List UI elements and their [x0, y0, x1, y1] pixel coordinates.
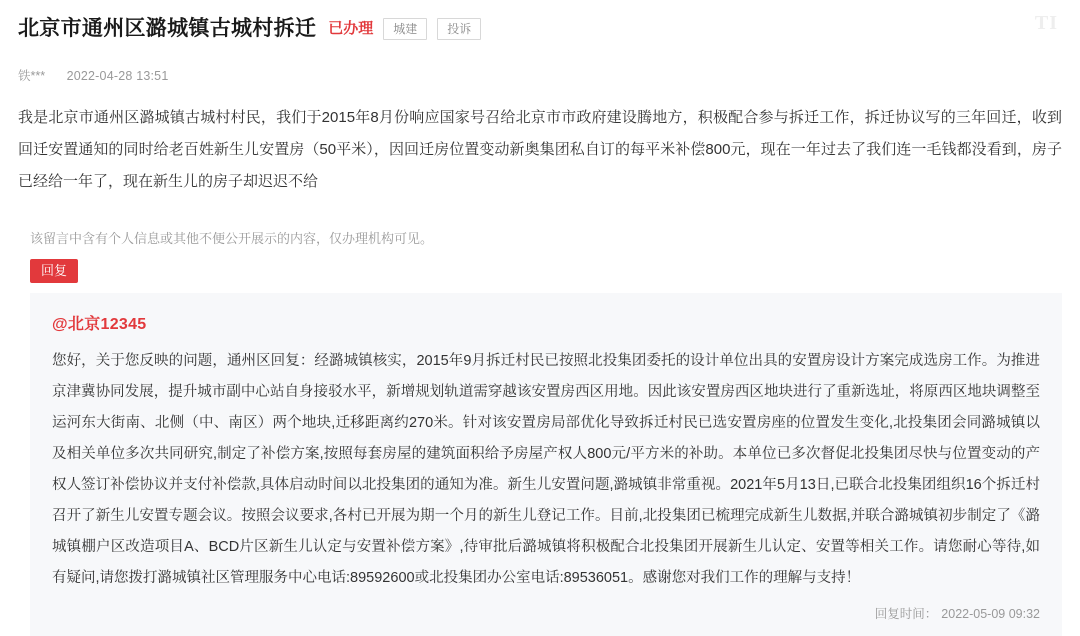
reply-panel: [30, 293, 1062, 636]
tag-type[interactable]: 投诉: [437, 18, 481, 40]
post-meta: [16, 66, 1064, 84]
reply-badge: 回复: [30, 259, 78, 283]
reply-time: [52, 604, 1040, 622]
post-content: 我是北京市通州区潞城镇古城村村民，我们于2015年8月份响应国家号召给北京市市政府建设腾地方，积极配合参与拆迁工作，拆迁协议写的三年回迁，收到回迁安置通知的同时给老百姓新生儿安置房（50平米），因回迁房位置变动新奥集团私自订的每平米补偿800元，现在一年过去了我们连一毛钱都没看到，房子已经给一年了，现在新生儿的房子却迟迟不给: [18, 109, 1062, 190]
reply-time-value: 2022-05-09 09:32: [941, 607, 1040, 621]
post-header: [16, 0, 1064, 44]
reply-author: @北京12345: [52, 316, 147, 333]
reply-content: 您好，关于您反映的问题，通州区回复：经潞城镇核实，2015年9月拆迁村民已按照北投集团委托的设计单位出具的安置房设计方案完成选房工作。为推进京津冀协同发展，提升城市副中心站自身接驳水平，新增规划轨道需穿越该安置房西区用地。因此该安置房西区地块进行了重新选址，将原西区地块调整至运河东大街南、北侧（中、南区）两个地块,迁移距离约270米。针对该安置房局部优化导致拆迁村民已选安置房座的位置发生变化,北投集团会同潞城镇以及相关单位多次共同研究,制定了补偿方案,按照每套房屋的建筑面积给予房屋产权人800元/平方米的补助。本单位已多次督促北投集团尽快与位置变动的产权人签订补偿协议并支付补偿款,具体启动时间以北投集团的通知为准。新生儿安置问题,潞城镇非常重视。2021年5月13日,已联合北投集团组织16个拆迁村召开了新生儿安置专题会议。按照会议要求,各村已开展为期一个月的新生儿登记工作。目前,北投集团已梳理完成新生儿数据,并联合潞城镇初步制定了《潞城镇棚户区改造项目A、BCD片区新生儿认定与安置补偿方案》,待审批后潞城镇将积极配合北投集团开展新生儿认定、安置等相关工作。请您耐心等待,如有疑问,请您拨打潞城镇社区管理服务中心电话:89592600或北投集团办公室电话:89536051。感谢您对我们工作的理解与支持！: [52, 353, 1040, 586]
post-date: 2022-04-28 13:51: [66, 69, 169, 83]
reply-time-label: 回复时间：: [874, 607, 938, 621]
watermark-logo: TI: [1034, 12, 1058, 34]
page-title: 北京市通州区潞城镇古城村拆迁: [18, 17, 317, 40]
tag-category[interactable]: 城建: [383, 18, 427, 40]
status-badge: 已办理: [328, 20, 374, 37]
privacy-note: 该留言中含有个人信息或其他不便公开展示的内容，仅办理机构可见。: [30, 231, 434, 246]
author-name: 铁***: [18, 69, 46, 83]
